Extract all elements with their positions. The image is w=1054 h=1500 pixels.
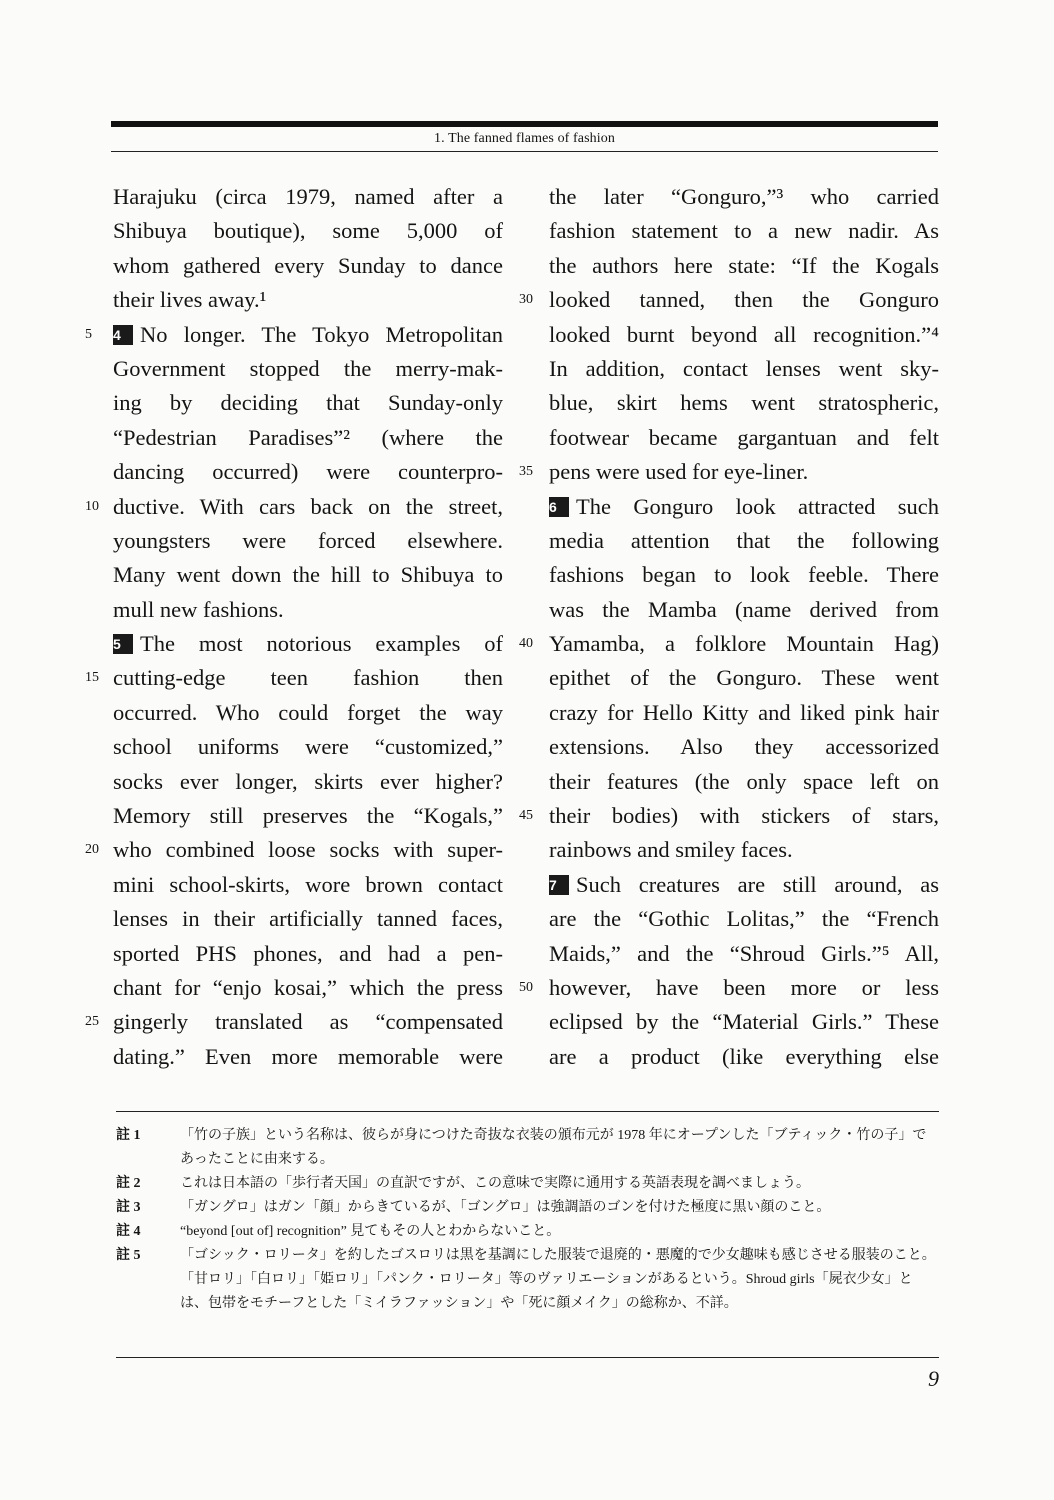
- paragraph-number-badge: 4: [113, 325, 133, 345]
- line-text: youngsters were forced elsewhere.: [113, 527, 503, 553]
- line-text: who combined loose socks with super-: [113, 837, 503, 863]
- text-line: [549, 558, 939, 592]
- line-text: eclipsed by the “Material Girls.” These: [549, 1009, 939, 1035]
- text-line: [549, 249, 939, 283]
- line-text: Harajuku (circa 1979, named after a: [113, 184, 503, 209]
- line-text: fashion statement to a new nadir. As: [549, 218, 939, 244]
- text-line: [519, 971, 939, 1005]
- line-text: blue, skirt hems went stratospheric,: [549, 390, 939, 416]
- text-line: [549, 490, 939, 524]
- footnote: [116, 1196, 939, 1220]
- text-line: [113, 455, 503, 489]
- text-line: [113, 180, 503, 214]
- text-line: [549, 421, 939, 455]
- line-text: The most notorious examples of: [140, 631, 503, 657]
- line-text: their bodies) with stickers of stars,: [549, 803, 939, 829]
- line-text: mini school-skirts, wore brown contact: [113, 871, 503, 897]
- text-line: [113, 524, 503, 558]
- line-text: dating.” Even more memorable were: [113, 1043, 503, 1069]
- text-line: [85, 661, 503, 695]
- line-text: occurred. Who could forget the way: [113, 699, 503, 725]
- text-line: [549, 593, 939, 627]
- line-text: lenses in their artificially tanned faces,: [113, 906, 503, 932]
- line-text: their features (the only space left on: [549, 768, 939, 794]
- text-line: [85, 318, 503, 352]
- line-text: school uniforms were “customized,”: [113, 734, 503, 760]
- text-line: [113, 902, 503, 936]
- text-line: [113, 283, 503, 317]
- line-number: 50: [519, 979, 533, 995]
- text-line: [85, 1005, 503, 1039]
- line-number: 30: [519, 292, 533, 308]
- header-bottom-rule: [111, 151, 938, 152]
- text-line: [549, 386, 939, 420]
- footnote: [116, 1244, 939, 1316]
- line-text: the authors here state: “If the Kogals: [549, 252, 939, 278]
- text-line: [113, 386, 503, 420]
- text-line: [113, 765, 503, 799]
- text-line: [549, 902, 939, 936]
- line-text: mull new fashions.: [113, 596, 284, 622]
- text-line: [549, 524, 939, 558]
- footnotes-top-rule: [116, 1111, 939, 1112]
- right-text-column: [519, 180, 939, 1074]
- line-text: whom gathered every Sunday to dance: [113, 252, 503, 278]
- line-text: media attention that the following: [549, 527, 939, 553]
- footnotes: [116, 1124, 939, 1316]
- text-line: [549, 868, 939, 902]
- text-line: [113, 696, 503, 730]
- text-line: [85, 490, 503, 524]
- page-number: 9: [928, 1366, 939, 1391]
- line-text: epithet of the Gonguro. These went: [549, 665, 939, 691]
- text-line: [549, 765, 939, 799]
- text-line: [549, 1005, 939, 1039]
- line-number: 35: [519, 464, 533, 480]
- text-line: [113, 627, 503, 661]
- line-text: Yamamba, a folklore Mountain Hag): [549, 631, 939, 657]
- footnote-text: これは日本語の「歩行者天国」の直訳ですが、この意味で実際に通用する英語表現を調べましょう。: [180, 1176, 810, 1191]
- footnote-text: 「ゴシック・ロリータ」を約したゴスロリは黒を基調にした服装で退廃的・悪魔的で少女趣味も感じさせる服装のこと。「甘ロリ」「白ロリ」「姫ロリ」「パンク・ロリータ」等のヴァリエーションがあるという。Shroud girls「屍衣少女」とは、包帯をモチーフとした「ミイラファッション」や「死に顔メイク」の総称か、不詳。: [180, 1248, 936, 1311]
- line-text: their lives away.¹: [113, 287, 267, 313]
- line-text: Many went down the hill to Shibuya to: [113, 562, 503, 588]
- line-text: sported PHS phones, and had a pen-: [113, 940, 503, 966]
- line-text: The Gonguro look attracted such: [576, 493, 939, 519]
- line-number: 5: [85, 326, 92, 342]
- text-line: [113, 421, 503, 455]
- footnote-label: 註 3: [116, 1200, 141, 1215]
- text-line: [113, 249, 503, 283]
- line-text: rainbows and smiley faces.: [549, 837, 793, 863]
- line-text: ing by deciding that Sunday-only: [113, 390, 503, 416]
- line-text: however, have been more or less: [549, 974, 939, 1000]
- header-top-rule: [111, 121, 938, 127]
- text-line: [113, 1040, 503, 1074]
- line-text: looked tanned, then the Gonguro: [549, 287, 939, 313]
- line-text: are the “Gothic Lolitas,” the “French: [549, 906, 939, 932]
- line-number: 25: [85, 1014, 99, 1030]
- text-line: [549, 180, 939, 214]
- line-text: fashions began to look feeble. There: [549, 562, 939, 588]
- text-line: [519, 627, 939, 661]
- line-text: was the Mamba (name derived from: [549, 596, 939, 622]
- text-line: [549, 730, 939, 764]
- footnote-label: 註 5: [116, 1248, 141, 1263]
- line-text: ductive. With cars back on the street,: [113, 493, 503, 519]
- line-number: 45: [519, 808, 533, 824]
- line-text: are a product (like everything else: [549, 1043, 939, 1069]
- footnote-label: 註 2: [116, 1176, 141, 1191]
- text-line: [549, 937, 939, 971]
- line-number: 40: [519, 636, 533, 652]
- line-number: 10: [85, 498, 99, 514]
- text-line: [549, 833, 939, 867]
- line-text: “Pedestrian Paradises”² (where the: [113, 424, 503, 450]
- text-line: [549, 352, 939, 386]
- line-text: Memory still preserves the “Kogals,”: [113, 803, 503, 829]
- line-text: cutting-edge teen fashion then: [113, 665, 503, 691]
- footnote: [116, 1172, 939, 1196]
- paragraph-number-badge: 5: [113, 634, 133, 654]
- text-line: [519, 283, 939, 317]
- line-text: Shibuya boutique), some 5,000 of: [113, 218, 503, 244]
- text-line: [549, 661, 939, 695]
- text-line: [113, 799, 503, 833]
- text-line: [113, 971, 503, 1005]
- line-number: 20: [85, 842, 99, 858]
- text-line: [519, 455, 939, 489]
- line-number: 15: [85, 670, 99, 686]
- line-text: footwear became gargantuan and felt: [549, 424, 939, 450]
- text-line: [113, 214, 503, 248]
- line-text: Government stopped the merry-mak-: [113, 355, 503, 381]
- text-line: [113, 352, 503, 386]
- footnote-label: 註 1: [116, 1128, 141, 1143]
- paragraph-number-badge: 7: [549, 875, 569, 895]
- text-line: [549, 696, 939, 730]
- text-line: [549, 318, 939, 352]
- line-text: In addition, contact lenses went sky-: [549, 355, 939, 381]
- line-text: pens were used for eye-liner.: [549, 459, 809, 485]
- text-line: [113, 937, 503, 971]
- footnote: [116, 1220, 939, 1244]
- left-text-column: [85, 180, 503, 1074]
- line-text: the later “Gonguro,”³ who carried: [549, 184, 939, 209]
- line-text: gingerly translated as “compensated: [113, 1009, 503, 1035]
- text-line: [85, 833, 503, 867]
- paragraph-number-badge: 6: [549, 497, 569, 517]
- line-text: extensions. Also they accessorized: [549, 734, 939, 760]
- text-line: [113, 868, 503, 902]
- footnote-text: “beyond [out of] recognition” 見てもその人とわからないこと。: [180, 1224, 561, 1239]
- text-line: [549, 1040, 939, 1074]
- line-text: Maids,” and the “Shroud Girls.”⁵ All,: [549, 940, 939, 966]
- line-text: looked burnt beyond all recognition.”⁴: [549, 321, 939, 347]
- footnote-text: 「竹の子族」という名称は、彼らが身につけた奇抜な衣装の頒布元が 1978 年にオープンした「ブティック・竹の子」であったことに由来する。: [180, 1128, 927, 1167]
- footnote-text: 「ガングロ」はガン「顔」からきているが、「ゴングロ」は強調語のゴンを付けた極度に黒い顔のこと。: [180, 1200, 831, 1215]
- text-line: [113, 558, 503, 592]
- text-line: [549, 214, 939, 248]
- line-text: chant for “enjo kosai,” which the press: [113, 974, 503, 1000]
- text-line: [113, 593, 503, 627]
- footnote: [116, 1124, 939, 1172]
- line-text: No longer. The Tokyo Metropolitan: [140, 321, 503, 347]
- line-text: dancing occurred) were counterpro-: [113, 459, 503, 485]
- text-line: [519, 799, 939, 833]
- text-line: [113, 730, 503, 764]
- footnote-label: 註 4: [116, 1224, 141, 1239]
- running-header: 1. The fanned flames of fashion: [434, 131, 615, 146]
- line-text: Such creatures are still around, as: [576, 871, 939, 897]
- footnotes-bottom-rule: [116, 1357, 939, 1358]
- line-text: crazy for Hello Kitty and liked pink hair: [549, 699, 939, 725]
- line-text: socks ever longer, skirts ever higher?: [113, 768, 503, 794]
